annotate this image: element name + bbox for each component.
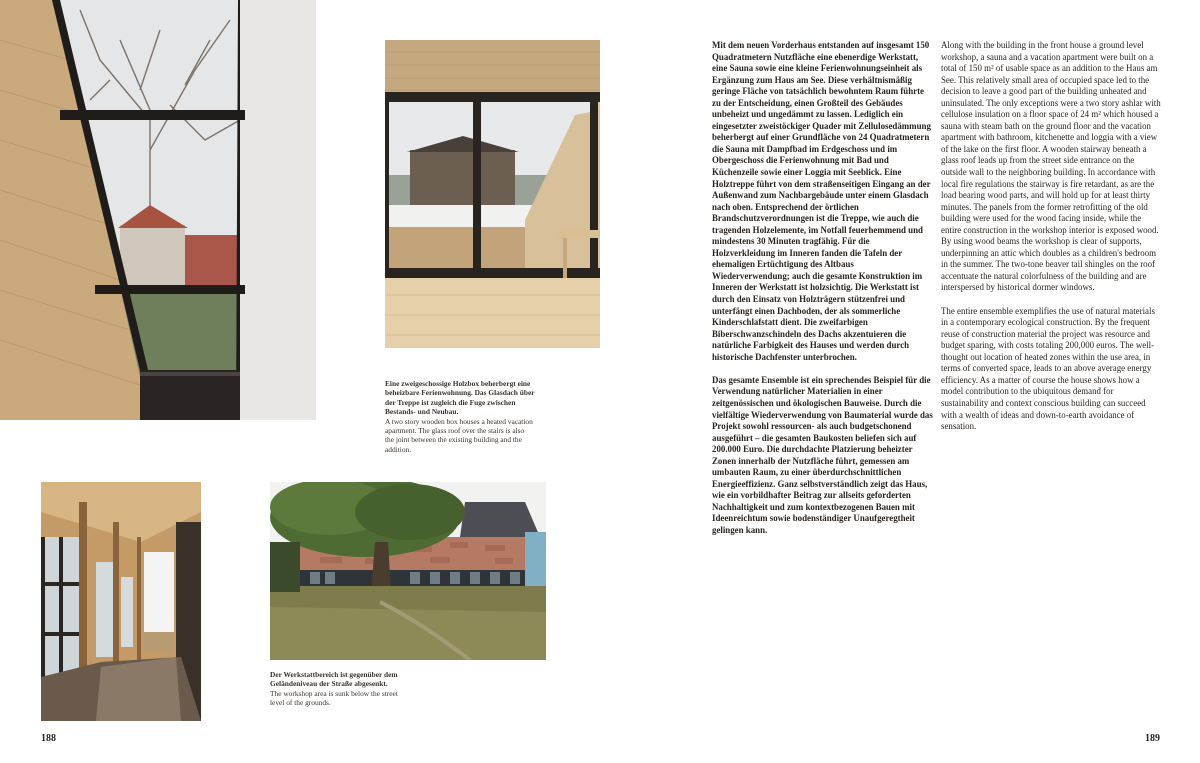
page-number-left: 188 xyxy=(41,733,56,744)
caption-workshop-level xyxy=(270,670,405,708)
english-paragraph-1: Along with the building in the front house a ground level workshop, a sauna and a vacation apartment were built on a total of 150 m² of usable space as an addition to the Haus am See. This relatively small area of occupied space led to the decision to leave a good part of the building unheated and uninsulated. The only exceptions were a two story ashlar with cellulose insulation on a floor space of 24 m² which housed a sauna with steam bath on the ground floor and the vacation apartment with bathroom, kitchenette and loggia with a view of the lake on the first floor. A wooden stairway beneath a glass roof leads up from the street side entrance on the outside wall to the neighboring building. In accordance with local fire regulations the stairway is fire retardant, as are the load bearing wood parts, and will hold up for at least thirty minutes. The panels from the former retrofitting of the old building were used for the wood facing inside, while the entire construction in the workshop interior is exposed wood. By using wood beams the workshop is clear of supports, underpinning an attic which doubles as a children's bedroom in the summer. The two-tone beaver tail shingles on the roof accentuate the natural colorfulness of the building and are interspersed by historical dormer windows. xyxy=(941,40,1161,293)
photo-workshop-corridor xyxy=(41,482,201,721)
photo-exterior-tree xyxy=(270,482,546,660)
photo-stair-glass-roof xyxy=(0,0,316,420)
caption-stair-glass-roof xyxy=(385,379,535,454)
german-body-text xyxy=(712,40,933,537)
page-number-right: 189 xyxy=(1145,733,1160,744)
caption-german: Der Werkstattbereich ist gegenüber dem Geländeniveau der Straße abgesenkt. xyxy=(270,670,398,689)
caption-english: The workshop area is sunk below the street level of the grounds. xyxy=(270,688,398,708)
german-paragraph-2: Das gesamte Ensemble ist ein sprechendes Beispiel für die Verwendung natürlicher Materialien in einer zeitgenössischen und ökologischen Bauweise. Durch die vielfältige Wiederverwendung von Baumaterial wurde das Projekt sowohl ressourcen- als auch budgetschonend ausgeführt – die gesamten Baukosten beliefen sich auf 200.000 Euro. Die durchdachte Platzierung beheizter Zonen innerhalb der Nutzfläche führt, gemessen am umbauten Raum, zu einer überdurchschnittlichen Energieeffizienz. Ganz selbstverständlich zeigt das Haus, wie ein vorbildhafter Beitrag zur allseits geforderten Nachhaltigkeit und zum kontextbezogenen Bauen mit Ideenreichtum sowie bodenständiger Unaufgeregtheit gelingen kann. xyxy=(712,374,933,535)
german-paragraph-1: Mit dem neuen Vorderhaus entstanden auf insgesamt 150 Quadratmetern Nutzfläche eine ebenerdige Werkstatt, eine Sauna sowie eine kleine Ferienwohnungseinheit als Ergänzung zum Haus am See. Diese verhältnismäßig geringe Fläche von tatsächlich bewohntem Raum führte zu der Entscheidung, einen Großteil des Gebäudes unbeheizt und ungedämmt zu lassen. Lediglich ein eingesetzter zweistöckiger Quader mit Zellulosedämmung beherbergt auf einer Grundfläche von 24 Quadratmetern die Sauna mit Dampfbad im Erdgeschoss und im Obergeschoss die Ferienwohnung mit Bad und Küchenzeile sowie einer Loggia mit Seeblick. Eine Holztreppe führt von dem straßenseitigen Eingang an der Außenwand zum Nachbargebäude unter einem Glasdach nach oben. Entsprechend der örtlichen Brandschutzverordnungen ist die Treppe, wie auch die tragenden Holzelemente, im Notfall feuerhemmend und mindestens 30 Minuten tragfähig. Für die Holzverkleidung im Inneren fanden die Tafeln der ehemaligen Ertüchtigung des Altbaus Wiederverwendung; auch die gesamte Konstruktion im Inneren der Werkstatt ist holzsichtig. Die Werkstatt ist durch den Einsatz von Holzträgern stützenfrei und unterfängt einen Dachboden, der als sommerliche Kinderschlafstatt dient. Die zweifarbigen Biberschwanzschindeln des Dachs akzentuieren die natürliche Farbigkeit des Hauses und werden durch historische Dachfenster unterbrochen. xyxy=(712,40,931,362)
caption-english: A two story wooden box houses a heated vacation apartment. The glass roof over the stairs is also the joint between the existing building and the addition. xyxy=(385,416,533,454)
english-body-text xyxy=(941,40,1162,433)
english-paragraph-2: The entire ensemble exemplifies the use of natural materials in a contemporary ecological construction. By the frequent reuse of construction material the project was resource and budget sparing, with costs totaling 200,000 euros. The well-thought out location of heated zones within the use area, in terms of converted space, leads to an above average energy efficiency. As a matter of course the house shows how a model contribution to the ubiquitous demand for sustainability and context conscious building can succeed with a wealth of ideas and down-to-earth avoidance of sensation. xyxy=(941,305,1155,432)
photo-apartment-window xyxy=(385,40,600,348)
caption-german: Eine zweigeschossige Holzbox beherbergt eine beheizbare Ferienwohnung. Das Glasdach über der Treppe ist zugleich die Fuge zwischen Bestands- und Neubau. xyxy=(385,379,535,417)
